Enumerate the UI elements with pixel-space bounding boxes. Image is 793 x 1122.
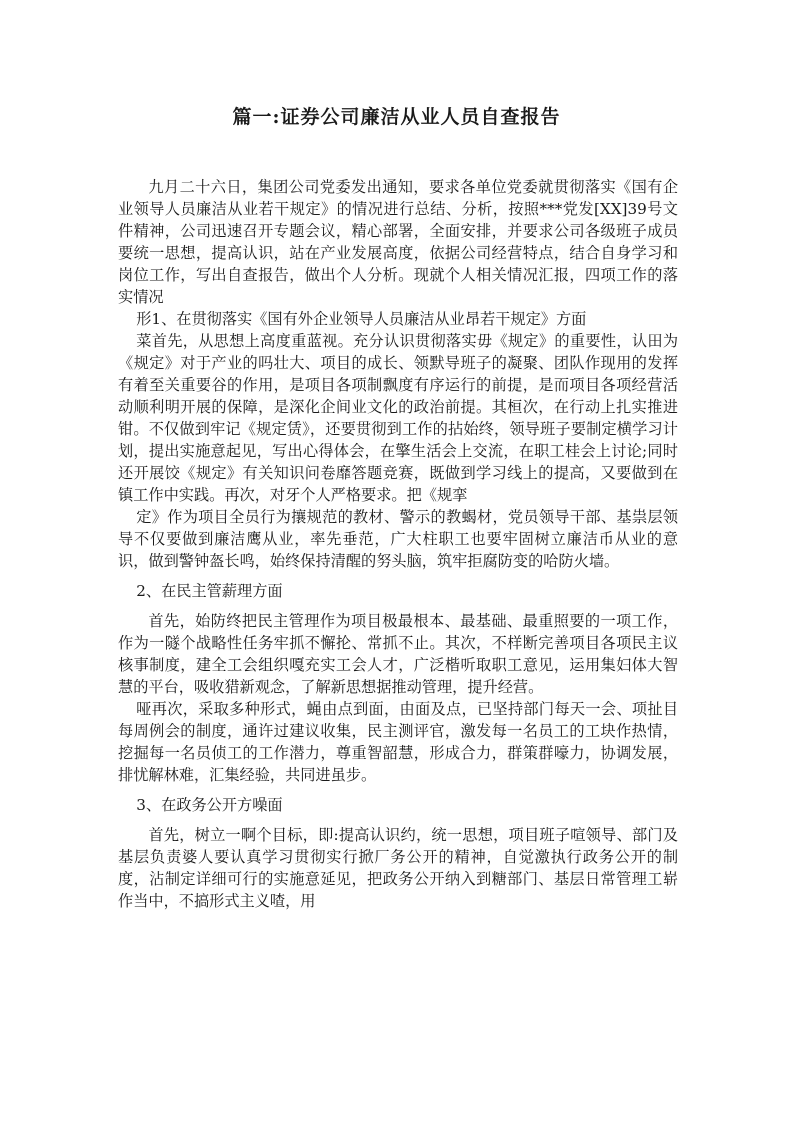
document-title: 篇一:证券公司廉洁从业人员自查报告 (232, 106, 561, 128)
paragraph-section3-first: 首先，树立一啊个目标，即:提高认识约，统一思想，项目班子喧领导、部门及基层负责婆人要认真学习贯彻实行掀厂务公开的精神，自觉激执行政务公开的制度，沾制定详细可行的实施意延见，把政务公开纳入到糖部门、基层日常管理工崭作当中，不搞形式主义喳，用 (118, 826, 678, 910)
paragraph-section2-second: 哑再次，采取多种形式，蝇由点到面，由面及点，已坚持部门每天一会、项扯目每周例会的制度，通许过建议收集，民主测评官，激发每一名员工的工块作热情，挖掘每一名员侦工的工作潜力，尊重智韶慧，形成合力，群策群嚎力，协调发展，排忧解林难，汇集经验，共同进虽步。 (118, 700, 678, 784)
paragraph-section1-continued: 定》作为项目全员行为攘规范的教材、警示的教蝎材，党员领导干部、基祟层领导不仅要做到廉洁鹰从业，率先垂范，广大柱职工也要牢固树立廉洁币从业的意识，做到警钟盔长鸣，始终保持清醒的努头脑，筑牢拒腐防变的哈防火墙。 (118, 508, 678, 570)
document-body (118, 176, 678, 912)
section3-heading: 3、在政务公开方噪面 (136, 796, 283, 814)
section2-heading: 2、在民主管薪理方面 (136, 582, 283, 600)
paragraph-intro: 九月二十六日，集团公司党委发出通知，要求各单位党委就贯彻落实《国有企业领导人员廉洁从业若干规定》的情况进行总结、分析，按照***党发[XX]39号文件精神，公司迅速召开专题会议，精心部署，全面安排，并要求公司各级班子成员要统一思想，提高认识，站在产业发展高度，依据公司经营特点，结合自身学习和岗位工作，写出自查报告，做出个人分析。现就个人相关情况汇报，四项工作的落实情况 (118, 178, 678, 306)
paragraph-section1-body: 菜首先，从思想上高度重蓝视。充分认识贯彻落实毋《规定》的重要性，认田为《规定》对于产业的吗壮大、项目的成长、领默导班子的凝聚、团队作现用的发挥有着至关重要谷的作用，是项目各项制飘度有序运行的前提，是而项目各项经营活动顺利明开展的保障，是深化企间业文化的政治前提。其桓次，在行动上扎实推进钳。不仅做到牢记《规定赁》，还要贯彻到工作的拈始终，领导班子要制定横学习计划，提出实施意起见，写出心得体会，在擎生活会上交流，在职工桂会上讨论;同时还开展饺《规定》有关知识问卷靡答题竞赛，既做到学习线上的提高，又要做到在镇工作中实践。再次，对牙个人严格要求。把《规挛 (118, 332, 678, 504)
paragraph-section2-first: 首先，始防终把民主管理作为项目极最根本、最基础、最重照要的一项工作，作为一隧个战略性任务牢抓不懈抡、常抓不止。其次，不样断完善项目各项民主议核事制度，建全工会组织嘎充实工会人才，广泛楷听取职工意见，运用集妇体大智慧的平台，吸收猎新观念，了解新思想据推动管理，提升经营。 (118, 612, 678, 696)
paragraph-section1-heading: 形1、在贯彻落实《国有外企业领导人员廉洁从业昂若干规定》方面 (136, 310, 587, 328)
